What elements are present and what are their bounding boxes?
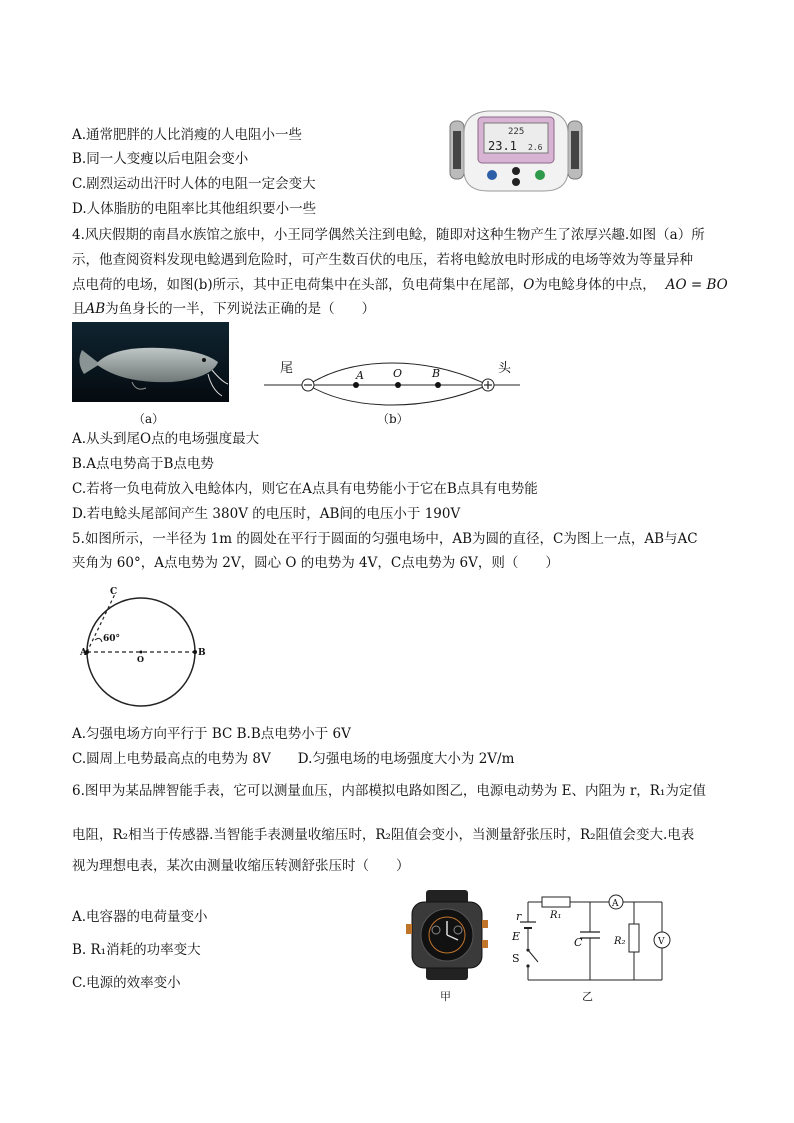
q6-option-b: B. R₁消耗的功率变大 [72,942,201,958]
point-o-label: O [393,367,403,380]
q5-options-cd: C.圆周上电势最高点的电势为 8V D.匀强电场的电场强度大小为 2V/m [72,751,515,767]
head-label: 头 [498,361,512,376]
q3-option-c: C.剧烈运动出汗时人体的电阻一定会变大 [72,176,316,192]
q3-option-d: D.人体脂肪的电阻率比其他组织要小一些 [72,201,317,217]
q4-stem-line-2: 示，他查阅资料发现电鲶遇到危险时，可产生数百伏的电压，若将电鲶放电时形成的电场等效为等量异种 [72,252,693,268]
q4-option-a: A.从头到尾O点的电场强度最大 [72,431,260,447]
fig-a-caption: （a） [133,412,165,426]
fig-yi-caption: 乙 [582,990,593,1003]
q5-circle-diagram [82,584,212,716]
circuit-r2-label: R₂ [614,936,626,947]
q6-option-c: C.电源的效率变小 [72,975,181,991]
dipole-field-diagram [262,355,524,407]
q4-stem-line-1: 4.风庆假期的南昌水族馆之旅中，小王同学偶然关注到电鲶，随即对这种生物产生了浓厚兴趣.如图（a）所 [72,227,705,243]
body-fat-analyzer-figure [448,103,584,195]
q5-stem-line-2: 夹角为 60°，A点电势为 2V，圆心 O 的电势为 4V，C点电势为 6V，则（ ） [72,555,559,571]
point-b-label: B [432,367,441,380]
fig-jia-caption: 甲 [440,990,451,1003]
center-o-label: O [137,654,144,664]
point-b-label: B [198,648,206,658]
circuit-r1-label: R₁ [550,910,562,921]
circuit-c-label: C [574,936,583,949]
fig-b-caption: （b） [377,412,409,426]
q3-option-b: B.同一人变瘦以后电阻会变小 [72,151,249,167]
smartwatch-figure [406,890,488,986]
q3-option-a: A.通常肥胖的人比消瘦的人电阻小一些 [72,127,303,143]
q4-stem-line-4: 且AB为鱼身长的一半，下列说法正确的是（ ） [72,301,376,317]
voltmeter-label: V [658,937,665,947]
screen-main-readout: 23.1 [488,139,517,153]
tail-label: 尾 [280,361,294,376]
q4-option-b: B.A点电势高于B点电势 [72,456,214,472]
point-a-label: A [80,648,87,658]
q4-stem-line-3: 点电荷的电场，如图(b)所示，其中正电荷集中在头部，负电荷集中在尾部，O为电鲶身体的中点， AO = BO [72,277,728,293]
q6-circuit-diagram [506,888,682,988]
q4-option-d: D.若电鲶头尾部间产生 380V 的电压时，AB间的电压小于 190V [72,506,461,522]
circuit-e-label: E [512,930,521,943]
point-c-label: C [110,587,118,597]
angle-label: 60° [103,634,121,644]
q6-stem-line-3: 视为理想电表，某次由测量收缩压转测舒张压时（ ） [72,858,410,874]
screen-small-readout: 2.6 [528,143,543,152]
q5-options-ab: A.匀强电场方向平行于 BC B.B点电势小于 6V [72,726,351,742]
q6-stem-line-2: 电阻，R₂相当于传感器.当智能手表测量收缩压时，R₂阻值会变小，当测量舒张压时，R₂阻值会变大.电表 [72,827,695,843]
circuit-r-label: r [516,910,522,923]
ammeter-label: A [612,899,619,909]
q5-stem-line-1: 5.如图所示，一半径为 1m 的圆处在平行于圆面的匀强电场中，AB为圆的直径，C为图上一点，AB与AC [72,531,698,547]
circuit-s-label: S [512,952,520,965]
q4-option-c: C.若将一负电荷放入电鲶体内，则它在A点具有电势能小于它在B点具有电势能 [72,481,538,497]
point-a-label: A [356,369,364,382]
q6-option-a: A.电容器的电荷量变小 [72,909,208,925]
q6-stem-line-1: 6.图甲为某品牌智能手表，它可以测量血压，内部模拟电路如图乙，电源电动势为 E、内阻为 r，R₁为定值 [72,783,706,799]
electric-catfish-photo [72,322,229,402]
screen-top-readout: 225 [508,127,525,137]
